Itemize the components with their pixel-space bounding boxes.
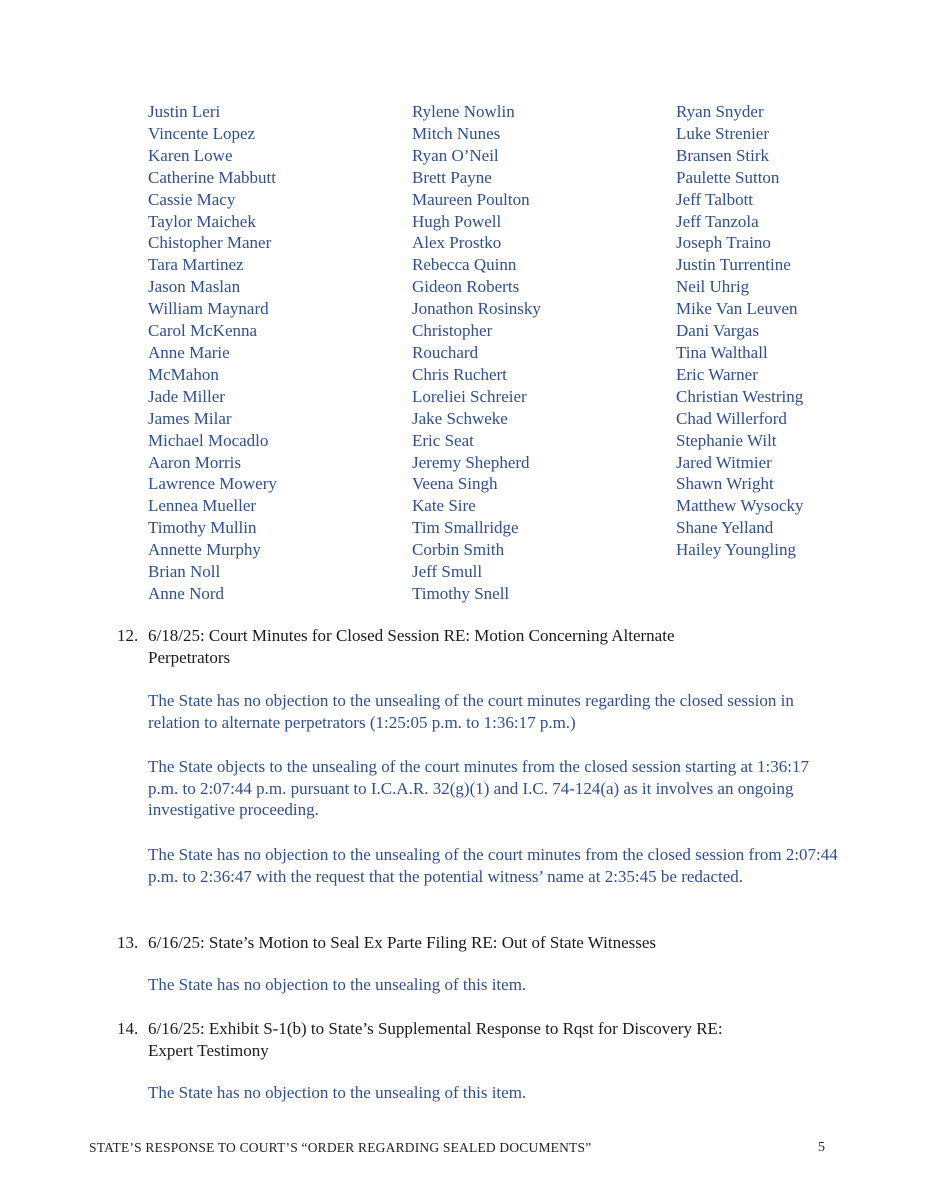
names-column-2	[412, 101, 541, 605]
name-entry: Anne Marie	[148, 342, 230, 362]
name-entry: Brett Payne	[412, 167, 492, 187]
name-entry: James Milar	[148, 408, 232, 428]
item-13	[117, 932, 837, 954]
name-entry: Lawrence Mowery	[148, 474, 277, 494]
name-entry: Jeff Tanzola	[676, 211, 759, 231]
name-entry: Chris Ruchert	[412, 364, 507, 384]
names-column-3	[676, 101, 804, 561]
name-entry: Jeff Talbott	[676, 189, 754, 209]
name-entry: Mike Van Leuven	[676, 299, 798, 319]
name-entry: Dani Vargas	[676, 321, 759, 341]
name-entry: Tim Smallridge	[412, 518, 519, 538]
name-entry: Timothy Snell	[412, 583, 510, 603]
item-heading-line1: 6/16/25: Exhibit S-1(b) to State’s Supplemental Response to Rqst for Discovery RE:	[148, 1019, 723, 1038]
name-entry: Christopher	[412, 321, 493, 341]
footer-title: STATE’S RESPONSE TO COURT’S “ORDER REGARDING SEALED DOCUMENTS”	[89, 1140, 592, 1155]
name-entry: Joseph Traino	[676, 233, 771, 253]
name-entry: Eric Warner	[676, 364, 758, 384]
name-entry: Jade Miller	[148, 386, 225, 406]
name-entry: Tina Walthall	[676, 342, 768, 362]
item-12-paragraph-2: The State objects to the unsealing of the court minutes from the closed session starting at 1:36:17 p.m. to 2:07:44 p.m. pursuant to I.C.A.R. 32(g)(1) and I.C. 74-124(a) as it involves an ongoing investigative proceeding.	[148, 757, 809, 819]
name-entry: Shawn Wright	[676, 474, 774, 494]
name-entry: Vincente Lopez	[148, 123, 256, 143]
item-heading-line2: Expert Testimony	[148, 1040, 269, 1060]
name-entry: McMahon	[148, 364, 219, 384]
name-entry: Veena Singh	[412, 474, 498, 494]
item-heading-line1: 6/16/25: State’s Motion to Seal Ex Parte Filing RE: Out of State Witnesses	[148, 933, 657, 952]
name-entry: Stephanie Wilt	[676, 430, 777, 450]
name-entry: Justin Leri	[148, 102, 221, 121]
name-entry: Christian Westring	[676, 386, 804, 406]
name-entry: Ryan O’Neil	[412, 145, 499, 165]
name-entry: Rouchard	[412, 342, 479, 362]
name-entry: Michael Mocadlo	[148, 430, 269, 450]
name-entry: Kate Sire	[412, 496, 476, 516]
item-heading-line1: 6/18/25: Court Minutes for Closed Session RE: Motion Concerning Alternate	[148, 626, 675, 645]
item-13-paragraph-1: The State has no objection to the unsealing of this item.	[148, 975, 527, 994]
page-number: 5	[818, 1140, 825, 1155]
item-12	[117, 625, 837, 668]
name-entry: Shane Yelland	[676, 518, 774, 538]
name-entry: Neil Uhrig	[676, 277, 750, 297]
name-entry: Mitch Nunes	[412, 123, 501, 143]
item-12-paragraph-3: The State has no objection to the unsealing of the court minutes from the closed session from 2:07:44 p.m. to 2:36:47 with the request that the potential witness’ name at 2:35:45 be redacted.	[148, 845, 838, 886]
item-12-paragraph-1: The State has no objection to the unsealing of the court minutes regarding the closed session in relation to alternate perpetrators (1:25:05 p.m. to 1:36:17 p.m.)	[148, 691, 794, 732]
name-entry: Jonathon Rosinsky	[412, 299, 541, 319]
name-entry: Jeff Smull	[412, 562, 483, 582]
name-entry: Karen Lowe	[148, 145, 233, 165]
name-entry: Paulette Sutton	[676, 167, 780, 187]
name-entry: Jeremy Shepherd	[412, 452, 530, 472]
name-entry: Timothy Mullin	[148, 518, 257, 538]
name-entry: Hailey Youngling	[676, 540, 796, 560]
name-entry: Anne Nord	[148, 583, 225, 603]
name-entry: Justin Turrentine	[676, 255, 791, 275]
name-entry: Jake Schweke	[412, 408, 508, 428]
name-entry: Catherine Mabbutt	[148, 167, 276, 187]
name-entry: Tara Martinez	[148, 255, 244, 275]
name-entry: Jason Maslan	[148, 277, 241, 297]
item-number: 13.	[117, 933, 139, 952]
item-number: 12.	[117, 626, 139, 645]
name-entry: Bransen Stirk	[676, 145, 770, 165]
name-entry: Cassie Macy	[148, 189, 236, 209]
name-entry: Corbin Smith	[412, 540, 505, 560]
name-entry: Annette Murphy	[148, 540, 261, 560]
name-entry: Chad Willerford	[676, 408, 787, 428]
name-entry: Maureen Poulton	[412, 189, 530, 209]
item-14	[117, 1018, 837, 1061]
name-entry: Brian Noll	[148, 562, 221, 582]
name-entry: William Maynard	[148, 299, 269, 319]
name-entry: Rebecca Quinn	[412, 255, 517, 275]
names-column-1	[148, 101, 277, 605]
name-entry: Hugh Powell	[412, 211, 502, 231]
name-entry: Aaron Morris	[148, 452, 242, 472]
name-entry: Carol McKenna	[148, 321, 258, 341]
name-entry: Loreliei Schreier	[412, 386, 527, 406]
name-entry: Jared Witmier	[676, 452, 772, 472]
name-entry: Rylene Nowlin	[412, 102, 515, 121]
name-entry: Gideon Roberts	[412, 277, 520, 297]
name-entry: Matthew Wysocky	[676, 496, 804, 516]
name-entry: Lennea Mueller	[148, 496, 257, 516]
name-entry: Eric Seat	[412, 430, 474, 450]
item-number: 14.	[117, 1019, 139, 1038]
item-heading-line2: Perpetrators	[148, 647, 231, 667]
name-entry: Alex Prostko	[412, 233, 502, 253]
name-entry: Ryan Snyder	[676, 102, 764, 121]
name-entry: Luke Strenier	[676, 123, 769, 143]
name-entry: Chistopher Maner	[148, 233, 272, 253]
name-entry: Taylor Maichek	[148, 211, 256, 231]
item-14-paragraph-1: The State has no objection to the unsealing of this item.	[148, 1083, 527, 1102]
